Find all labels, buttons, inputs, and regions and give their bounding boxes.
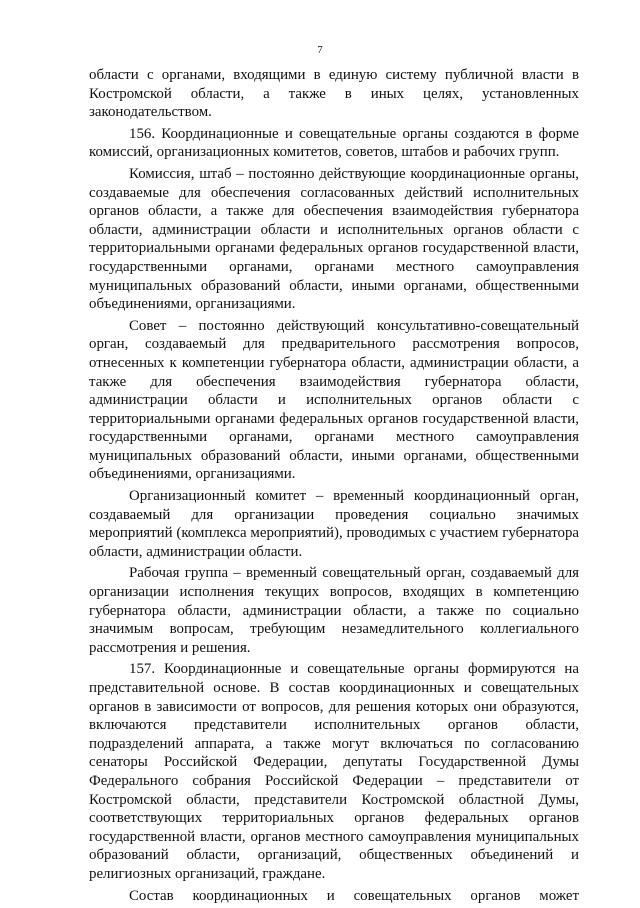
paragraph-item-157: 157. Координационные и совещательные органы формируются на представительной основе. В состав координационных и совещательных органов в зависимости от вопросов, для решения которых они образуются, включаются представители исполнительных органов области, подразделений аппарата, а также могут включаться по согласованию сенаторы Российской Федерации, депутаты Государственной Думы Федерального собрания Российской Федерации – представители от Костромской области, представители Костромской областной Думы, соответствующих территориальных органов федеральных органов государственной власти, органов местного самоуправления муниципальных образований области, организаций, общественных объединений и религиозных организаций, граждане. [89, 661, 579, 882]
paragraph-continuation: области с органами, входящими в единую систему публичной власти в Костромской области, а также в иных целях, установленных законодательством. [89, 67, 579, 121]
page-number: 7 [317, 44, 323, 56]
paragraph-composition-start: Состав координационных и совещательных органов может [129, 887, 579, 904]
document-body [89, 66, 579, 908]
paragraph-item-156: 156. Координационные и совещательные органы создаются в форме комиссий, организационных комитетов, советов, штабов и рабочих групп. [89, 125, 579, 161]
paragraph-council-definition: Совет – постоянно действующий консультативно-совещательный орган, создаваемый для предварительного рассмотрения вопросов, отнесенных к компетенции губернатора области, администрации области, а также для обеспечения взаимодействия губернатора области, администрации области и исполнительных органов области с территориальными органами федеральных органов государственной власти, государственными органами, органами местного самоуправления муниципальных образований области, иными органами, общественными объединениями, организациями. [89, 317, 579, 483]
paragraph-commission-definition: Комиссия, штаб – постоянно действующие координационные органы, создаваемые для обеспечения согласованных действий исполнительных органов области, а также для обеспечения взаимодействия губернатора области, администрации области и исполнительных органов области с территориальными органами федеральных органов государственной власти, государственными органами, органами местного самоуправления муниципальных образований области, иными органами, общественными объединениями, организациями. [89, 165, 579, 313]
paragraph-organizing-committee-definition: Организационный комитет – временный координационный орган, создаваемый для организации проведения социально значимых мероприятий (комплекса мероприятий), проводимых с участием губернатора области, администрации области. [89, 488, 579, 560]
paragraph-working-group-definition: Рабочая группа – временный совещательный орган, создаваемый для организации исполнения текущих вопросов, входящих в компетенцию губернатора области, администрации области, а также по социально значимым вопросам, требующим незамедлительного коллегиального рассмотрения и решения. [89, 565, 579, 656]
